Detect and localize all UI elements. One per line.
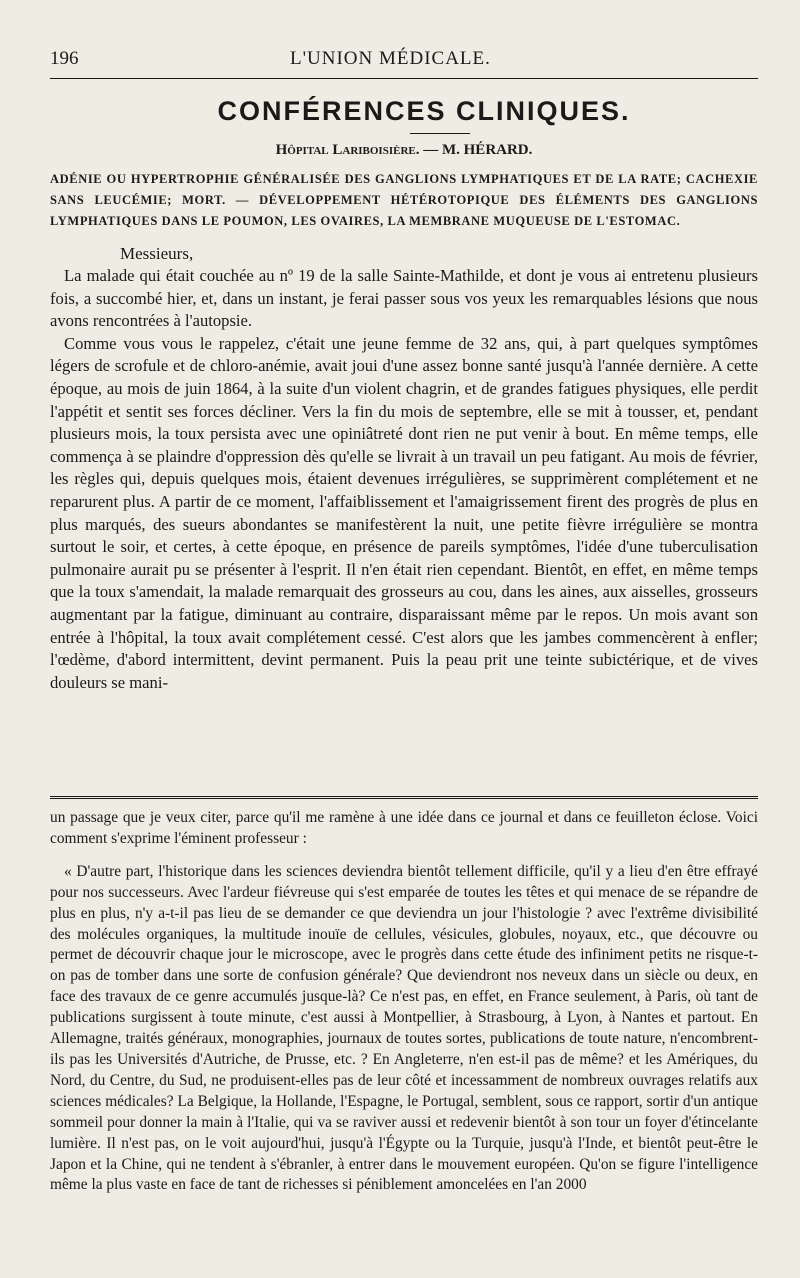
feuilleton-rule xyxy=(50,796,758,799)
feuilleton-quote: « D'autre part, l'historique dans les sciences deviendra bientôt tellement difficile, qu'il y a lieu d'en être effrayé pour nos successeurs. Avec l'ardeur fiévreuse qui s'est emparée de toutes les têtes et qui menace de se répandre de plus en plus, n'y a-t-il pas lieu de se demander ce que deviendra un jour l'histologie ? avec l'extrême divisibilité des molécules organiques, la multitude inouïe de cellules, vésicules, globules, noyaux, etc., que découvre ou permet de découvrir chaque jour le microscope, avec le progrès dans cette étude des infiniment petits ne risque-t-on pas de tomber dans une sorte de confusion générale? Que deviendront nos neveux dans un siècle ou deux, en face des travaux de ce genre accumulés jusque-là? Ce n'est pas, en effet, en France seulement, à Paris, où tant de publications surgissent à toute minute, c'est aussi à Montpellier, à Strasbourg, à Lyon, à Nantes et partout. En Allemagne, traités généraux, monographies, journaux de toutes sortes, publications de toute nature, n'encombrent-ils pas les Universités d'Autriche, de Prusse, etc. ? En Angleterre, n'en est-il pas de même? et les Amériques, du Nord, du Centre, du Sud, ne produisent-elles pas de leur côté et incessamment de nombreux ouvrages relatifs aux sciences médicales? La Belgique, la Hollande, l'Espagne, le Portugal, semblent, sous ce rapport, sortir d'un antique sommeil pour donner la main à l'Italie, qui va se raviver aussi et redevenir bientôt à son tour un foyer d'étincelante lumière. Il n'est pas, on le voit aujourd'hui, jusqu'à l'Égypte ou la Turquie, jusqu'à l'Inde, et bientôt peut-être le Japon et la Chine, qui ne tendent à s'ébranler, à entrer dans le mouvement européen. Qu'on se figure l'intelligence même la plus vaste en face de tant de richesses si péniblement amoncelées en l'an 2000 xyxy=(50,862,758,1194)
hospital-name: Hôpital Lariboisière. xyxy=(275,142,420,158)
lecturer-name: — M. HÉRARD. xyxy=(423,142,533,158)
page-number: 196 xyxy=(50,48,79,69)
feuilleton xyxy=(50,808,758,1196)
running-head xyxy=(50,48,758,78)
lecture-paragraph: Comme vous vous le rappelez, c'était une jeune femme de 32 ans, qui, à part quelques symptômes légers de scrofule et de chloro-anémie, avait joui d'une assez bonne santé jusqu'à l'année dernière. A cette époque, au mois de juin 1864, à la suite d'un violent chagrin, et de grandes fatigues physiques, elle perdit l'appétit et sentit ses forces décliner. Vers la fin du mois de septembre, elle se mit à tousser, et, pendant plusieurs mois, la toux persista avec une opiniâtreté dont rien ne put venir à bout. En même temps, elle commença à se plaindre d'oppression dès qu'elle se livrait à un travail un peu fatigant. Au mois de février, les règles qui, depuis quelques mois, étaient devenues irrégulières, se supprimèrent complétement et ne reparurent plus. A partir de ce moment, l'affaiblissement et l'amaigrissement firent des progrès de plus en plus marqués, des sueurs abondantes se manifestèrent la nuit, une petite fièvre irrégulière se montra surtout le soir, et certes, à cette époque, en présence de pareils symptômes, l'idée d'une tuberculisation pulmonaire aurait pu se présenter à l'esprit. Il n'en était rien cependant. Bientôt, en effet, en même temps que la toux s'amendait, la malade remarquait des grosseurs au cou, dans les aines, aux aisselles, grosseurs augmentant par la fatigue, diminuant au contraire, disparaissant même par le repos. Un mois avant son entrée à l'hôpital, la toux avait complétement cessé. C'est alors que les jambes commencèrent à enfler; l'œdème, d'abord intermittent, devint permanent. Puis la peau prit une teinte subictérique, et de vives douleurs se mani- xyxy=(50,333,758,692)
case-title: ADÉNIE OU HYPERTROPHIE GÉNÉRALISÉE DES GANGLIONS LYMPHATIQUES ET DE LA RATE; CACHEXIE SANS LEUCÉMIE; MORT. — DÉVELOPPEMENT HÉTÉROTOPIQUE DES ÉLÉMENTS DES GANGLIONS LYMPHATIQUES DANS LE POUMON, LES OVAIRES, LA MEMBRANE MUQUEUSE DE L'ESTOMAC. xyxy=(50,172,758,228)
title-rule xyxy=(410,133,470,134)
journal-title: L'UNION MÉDICALE. xyxy=(290,48,491,69)
lecture-subtitle xyxy=(50,142,758,159)
feuilleton-paragraph: un passage que je veux citer, parce qu'il me ramène à une idée dans ce journal et dans ce feuilleton éclose. Voici comment s'exprime l'éminent professeur : xyxy=(50,809,758,847)
section-title: CONFÉRENCES CLINIQUES. xyxy=(217,96,631,126)
header-rule xyxy=(50,78,758,79)
salutation: Messieurs, xyxy=(120,244,194,263)
lecture-paragraph: La malade qui était couchée au nº 19 de la salle Sainte-Mathilde, et dont je vous ai entretenu plusieurs fois, a succombé hier, et, dans un instant, je ferai passer sous vos yeux les remarquables lésions que nous avons rencontrées à l'autopsie. xyxy=(50,266,758,331)
lecture-body xyxy=(50,265,758,694)
